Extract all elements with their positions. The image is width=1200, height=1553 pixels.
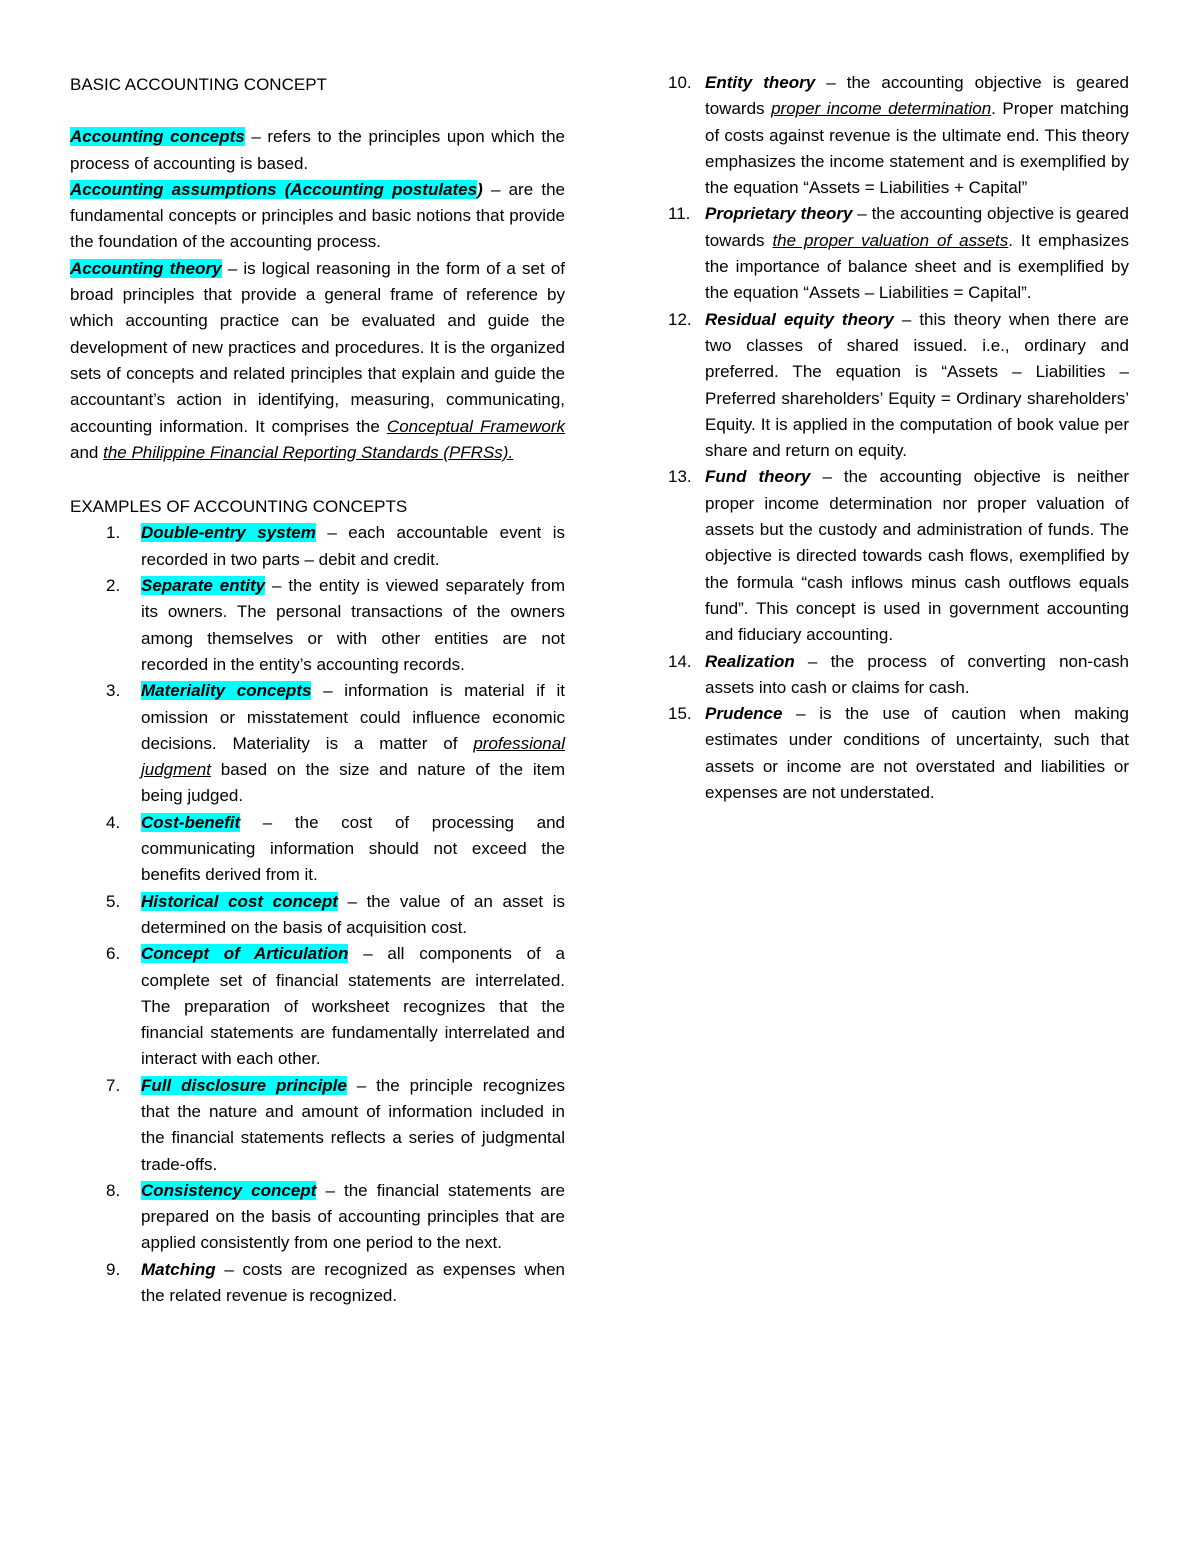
concept-description: – the value of an asset is determined on the basis of acquisition cost. <box>141 891 565 937</box>
concept-description: – the accounting objective is geared towards <box>705 73 1129 119</box>
highlighted-term: Accounting assumptions (Accounting postulates <box>70 179 478 199</box>
list-item <box>70 678 565 809</box>
list-item <box>70 889 565 942</box>
concept-description-tail: . It emphasizes the importance of balance sheet and is exemplified by the equation “Assets – Liabilities = Capital”. <box>705 230 1130 303</box>
definition-text: – is logical reasoning in the form of a set of broad principles that provide a general frame of reference by which accounting practice can be evaluated and guide the development of new practices and procedures. It is the organized sets of concepts and related principles that explain and guide the accountant’s action in identifying, measuring, communicating, accounting information. It comprises the <box>70 258 566 436</box>
list-item <box>668 307 1129 465</box>
examples-list-left <box>70 520 565 1309</box>
item-number: 8. <box>106 1180 121 1200</box>
list-item <box>70 810 565 889</box>
concept-description-tail: based on the size and nature of the item being judged. <box>141 760 565 806</box>
item-number: 1. <box>106 523 121 543</box>
right-column <box>668 70 1129 806</box>
concept-description: – each accountable event is recorded in two parts – debit and credit. <box>141 523 565 569</box>
concept-term: Cost-benefit <box>141 812 241 832</box>
concept-term: Matching <box>141 1259 216 1279</box>
underlined-phrase: the proper valuation of assets <box>772 230 1009 250</box>
list-item <box>70 1178 565 1257</box>
list-item <box>668 201 1129 306</box>
concept-term: Full disclosure principle <box>141 1075 347 1095</box>
item-number: 6. <box>106 944 121 964</box>
list-item <box>668 464 1129 648</box>
list-item <box>70 1073 565 1178</box>
concept-description: – is the use of caution when making estimates under conditions of uncertainty, such that assets or income are not overstated and liabilities or expenses are not understated. <box>705 704 1129 803</box>
item-number: 4. <box>106 812 121 832</box>
item-number: 13. <box>668 467 692 487</box>
concept-term: Fund theory <box>705 467 811 487</box>
concept-description: – information is material if it omission or misstatement could influence economic decisions. Materiality is a matter of <box>141 681 565 753</box>
concept-term: Double-entry system <box>141 523 316 543</box>
list-item <box>70 941 565 1072</box>
term-tail: ) <box>477 179 483 199</box>
item-number: 15. <box>668 704 692 724</box>
concept-description: – the cost of processing and communicating information should not exceed the benefits derived from it. <box>141 812 565 885</box>
concept-term: Prudence <box>705 704 783 724</box>
item-number: 3. <box>106 681 121 701</box>
item-number: 7. <box>106 1075 121 1095</box>
item-number: 10. <box>668 73 692 92</box>
concept-term: Entity theory <box>705 73 816 92</box>
definition-text: – refers to the principles upon which the process of accounting is based. <box>70 127 565 173</box>
concept-description: – the accounting objective is neither proper income determination nor proper valuation of assets but the custody and administration of funds. The objective is directed towards cash flows, exemplified by the formula “cash inflows minus cash outflows equals fund”. This concept is used in government accounting and fiduciary accounting. <box>705 467 1129 645</box>
concept-description: – this theory when there are two classes of shared issued. i.e., ordinary and preferred. The equation is “Assets – Liabilities – Preferred shareholders’ Equity = Ordinary shareholders’ Equity. It is applied in the computation of book value per share and return on equity. <box>705 309 1129 461</box>
spacer <box>70 98 565 124</box>
concept-description: – the principle recognizes that the nature and amount of information included in the financial statements reflects a series of judgmental trade-offs. <box>141 1075 565 1174</box>
list-item <box>668 701 1129 806</box>
concept-description: – the process of converting non-cash assets into cash or claims for cash. <box>705 651 1129 697</box>
list-item <box>70 520 565 573</box>
definition-text: – are the fundamental concepts or principles and basic notions that provide the foundation of the accounting process. <box>70 179 565 252</box>
highlighted-term: Accounting theory <box>70 258 222 278</box>
examples-list-right <box>668 70 1129 806</box>
concept-description: – costs are recognized as expenses when the related revenue is recognized. <box>141 1259 565 1306</box>
item-number: 2. <box>106 576 121 596</box>
concept-description: – the entity is viewed separately from its owners. The personal transactions of the owners among themselves or with other entities are not recorded in the entity’s accounting records. <box>141 576 565 674</box>
list-item <box>70 573 565 678</box>
concept-term: Separate entity <box>141 576 266 596</box>
definition-text-mid: and <box>70 442 104 462</box>
concept-description: – the accounting objective is geared towards <box>705 204 1129 250</box>
concept-term: Concept of Articulation <box>141 944 349 964</box>
list-item <box>668 649 1129 702</box>
spacer <box>70 466 565 492</box>
concept-term: Historical cost concept <box>141 891 338 911</box>
concept-term: Realization <box>705 651 795 671</box>
highlighted-term: Accounting concepts <box>70 127 245 147</box>
item-number: 11. <box>668 204 691 224</box>
concept-term: Materiality concepts <box>141 681 312 701</box>
underlined-phrase: professional judgment <box>141 733 565 780</box>
list-item <box>70 1257 565 1310</box>
document-title: BASIC ACCOUNTING CONCEPT <box>70 75 327 94</box>
definition-accounting-theory <box>70 256 565 466</box>
definition-accounting-concepts <box>70 124 565 177</box>
left-column <box>70 70 565 1309</box>
underlined-phrase: proper income determination <box>771 99 992 119</box>
concept-description-tail: . Proper matching of costs against revenue is the ultimate end. This theory emphasizes the income statement and is exemplified by the equation “Assets = Liabilities + Capital” <box>705 99 1129 198</box>
item-number: 5. <box>106 891 121 911</box>
underlined-reference: the Philippine Financial Reporting Standards (PFRSs). <box>103 442 514 462</box>
concept-description: – the financial statements are prepared on the basis of accounting principles that are applied consistently from one period to the next. <box>141 1180 565 1253</box>
item-number: 9. <box>106 1259 121 1279</box>
concept-description: – all components of a complete set of financial statements are interrelated. The preparation of worksheet recognizes that the financial statements are fundamentally interrelated and interact with each other. <box>141 944 566 1069</box>
item-number: 14. <box>668 651 692 671</box>
list-item <box>668 70 1129 201</box>
concept-term: Residual equity theory <box>705 309 894 329</box>
concept-term: Proprietary theory <box>705 204 853 224</box>
definition-accounting-assumptions <box>70 177 565 256</box>
item-number: 12. <box>668 309 692 329</box>
concept-term: Consistency concept <box>141 1180 317 1200</box>
examples-heading: EXAMPLES OF ACCOUNTING CONCEPTS <box>70 497 408 517</box>
underlined-reference: Conceptual Framework <box>386 416 565 436</box>
